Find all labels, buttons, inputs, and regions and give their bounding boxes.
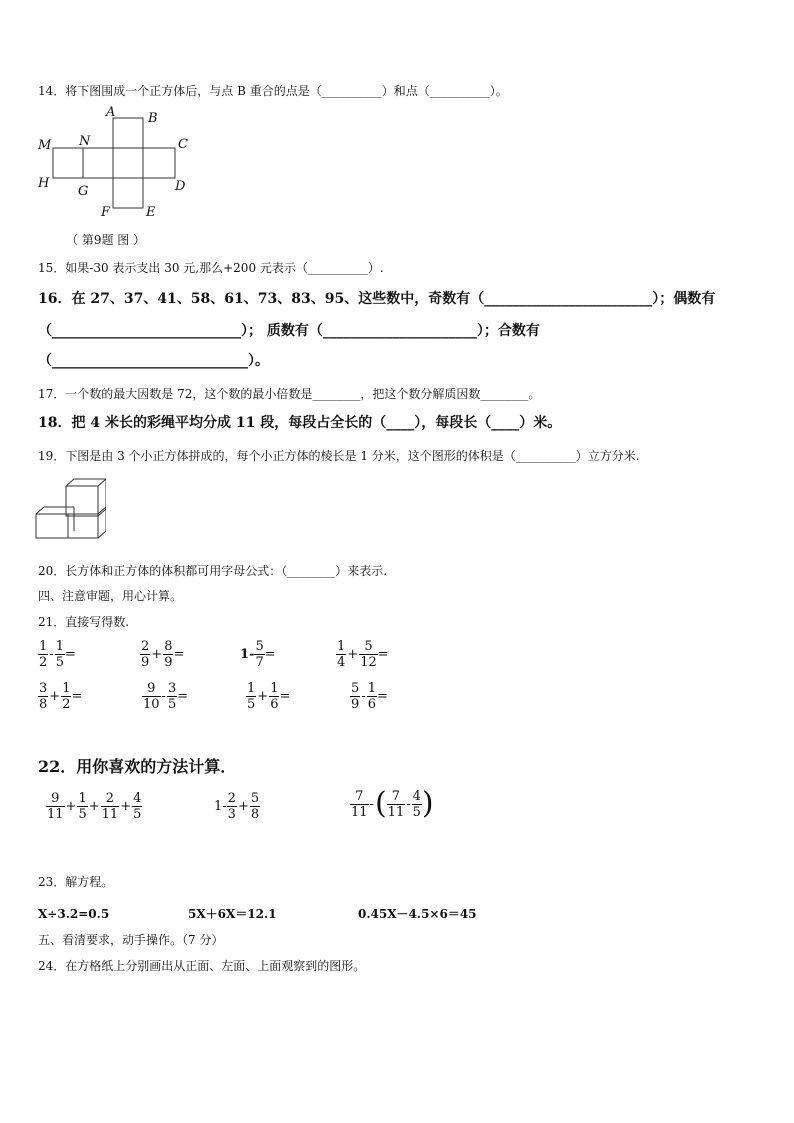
label-H: H	[38, 176, 50, 191]
equals: =	[377, 647, 389, 662]
label-N: N	[79, 134, 91, 149]
fraction: $\frac{2}{11}$	[101, 791, 119, 822]
label-B: B	[148, 111, 158, 126]
question-24: 24．在方格纸上分别画出从正面、左面、上面观察到的图形。	[38, 959, 366, 973]
q22-expr-1	[46, 792, 142, 821]
operator: +	[257, 689, 269, 704]
operator: -	[406, 796, 411, 812]
net-face-3	[113, 148, 143, 178]
label-M: M	[38, 138, 52, 153]
operator: +	[237, 799, 249, 814]
q22-expr-2	[214, 792, 260, 821]
operator: -	[49, 647, 54, 662]
q22-expr-3	[350, 786, 434, 821]
fraction: $\frac{8}{9}$	[164, 639, 173, 670]
operator: +	[49, 689, 61, 704]
fraction: $\frac{1}{2}$	[39, 639, 48, 670]
fraction: $\frac{5}{7}$	[255, 639, 264, 670]
fraction: $\frac{1}{6}$	[367, 681, 376, 712]
question-20: 20．长方体和正方体的体积都可用字母公式：（________）来表示.	[38, 564, 388, 578]
label-F: F	[101, 205, 111, 220]
q21-expr-2	[140, 640, 184, 669]
fraction: $\frac{1}{2}$	[62, 681, 71, 712]
q21-expr-7	[246, 682, 290, 711]
fraction: $\frac{5}{8}$	[250, 791, 260, 822]
left-paren: (	[374, 786, 387, 821]
operator: +	[120, 799, 132, 814]
cube-top-front	[66, 486, 98, 516]
lead-term: 1-	[214, 799, 227, 814]
fraction: $\frac{1}{5}$	[247, 681, 256, 712]
operator: +	[88, 799, 100, 814]
fraction: $\frac{2}{9}$	[141, 639, 150, 670]
label-E: E	[146, 205, 156, 220]
q21-expr-5	[38, 682, 82, 711]
net-face-bottom	[113, 178, 143, 208]
equals: =	[376, 689, 388, 704]
operator: -	[369, 796, 374, 812]
question-16-line3: （____________________________）。	[38, 353, 269, 369]
q21-expr-4	[336, 640, 389, 669]
fraction: $\frac{1}{5}$	[55, 639, 64, 670]
question-16-line2: （___________________________）； 质数有（______________________）；合数有	[38, 323, 540, 339]
question-14: 14．将下图围成一个正方体后，与点 B 重合的点是（__________）和点（__________）。	[38, 84, 508, 98]
equals: =	[264, 647, 276, 662]
q23-equation-2: 5X＋6X＝12.1	[188, 907, 277, 921]
question-23-title: 23．解方程。	[38, 875, 114, 889]
fraction: $\frac{1}{6}$	[270, 681, 279, 712]
equals: =	[71, 689, 83, 704]
fraction: $\frac{7}{11}$	[351, 788, 368, 820]
net-face-1	[53, 148, 83, 178]
question-16-line1: 16．在 27、37、41、58、61、73、83、95、这些数中，奇数有（________________________）；偶数有	[38, 291, 716, 307]
equals: =	[173, 647, 185, 662]
q23-equation-1: X÷3.2=0.5	[38, 907, 110, 921]
question-22-title: 22．用你喜欢的方法计算．	[38, 757, 237, 776]
fraction: $\frac{2}{3}$	[227, 791, 236, 822]
equals: =	[64, 647, 76, 662]
question-21-title: 21．直接写得数.	[38, 615, 130, 629]
cube-top-edge	[98, 479, 106, 486]
question-18: 18．把 4 米长的彩绳平均分成 11 段，每段占全长的（____），每段长（____）米。	[38, 415, 562, 431]
fraction: $\frac{1}{5}$	[78, 791, 87, 822]
fraction: $\frac{4}{5}$	[133, 791, 142, 822]
equals: =	[177, 689, 189, 704]
label-G: G	[78, 184, 89, 199]
label-D: D	[175, 179, 186, 194]
operator: +	[65, 799, 77, 814]
q21-expr-1	[38, 640, 76, 669]
cube-right-side	[98, 507, 106, 538]
cube-left-edge-a	[36, 507, 44, 514]
fraction: $\frac{5}{9}$	[351, 681, 360, 712]
label-C: C	[178, 137, 188, 152]
fraction: $\frac{3}{5}$	[167, 681, 177, 712]
q21-expr-3	[240, 640, 276, 669]
question-15: 15．如果-30 表示支出 30 元,那么+200 元表示（__________）.	[38, 261, 384, 275]
question-17: 17．一个数的最大因数是 72，这个数的最小倍数是________，把这个数分解质因数________。	[38, 387, 541, 401]
net-face-top	[113, 118, 143, 148]
q21-expr-8	[350, 682, 388, 711]
section-4-heading: 四、注意审题，用心计算。	[38, 589, 183, 603]
operator: -	[361, 689, 366, 704]
fraction: $\frac{5}{12}$	[360, 639, 377, 670]
equals: =	[279, 689, 291, 704]
question-19: 19．下图是由 3 个小正方体拼成的，每个小正方体的棱长是 1 分米，这个图形的体积是（__________）立方分米.	[38, 449, 640, 463]
cube-right-front	[68, 514, 98, 538]
cube-net-figure	[30, 106, 210, 228]
net-face-4	[143, 148, 175, 178]
fraction: $\frac{7}{11}$	[387, 788, 405, 820]
fraction: $\frac{9}{11}$	[47, 791, 64, 822]
operator: +	[151, 647, 163, 662]
lead-term: 1-	[240, 647, 255, 662]
cube-left-front	[36, 514, 68, 538]
fraction: $\frac{3}{8}$	[39, 681, 48, 712]
q23-equation-3: 0.45X－4.5×6＝45	[358, 907, 477, 921]
fraction: $\frac{1}{4}$	[337, 639, 346, 670]
net-face-2	[83, 148, 113, 178]
fraction: $\frac{4}{5}$	[412, 788, 421, 820]
three-cubes-figure	[34, 476, 106, 540]
figure-caption: （ 第9题 图 ）	[66, 233, 146, 247]
right-paren: )	[421, 786, 434, 821]
label-A: A	[106, 106, 116, 120]
operator: -	[161, 689, 166, 704]
section-5-heading: 五、看清要求，动手操作。（7 分）	[38, 933, 224, 947]
operator: +	[347, 647, 359, 662]
q21-expr-6	[142, 682, 188, 711]
fraction: $\frac{9}{10}$	[143, 681, 160, 712]
